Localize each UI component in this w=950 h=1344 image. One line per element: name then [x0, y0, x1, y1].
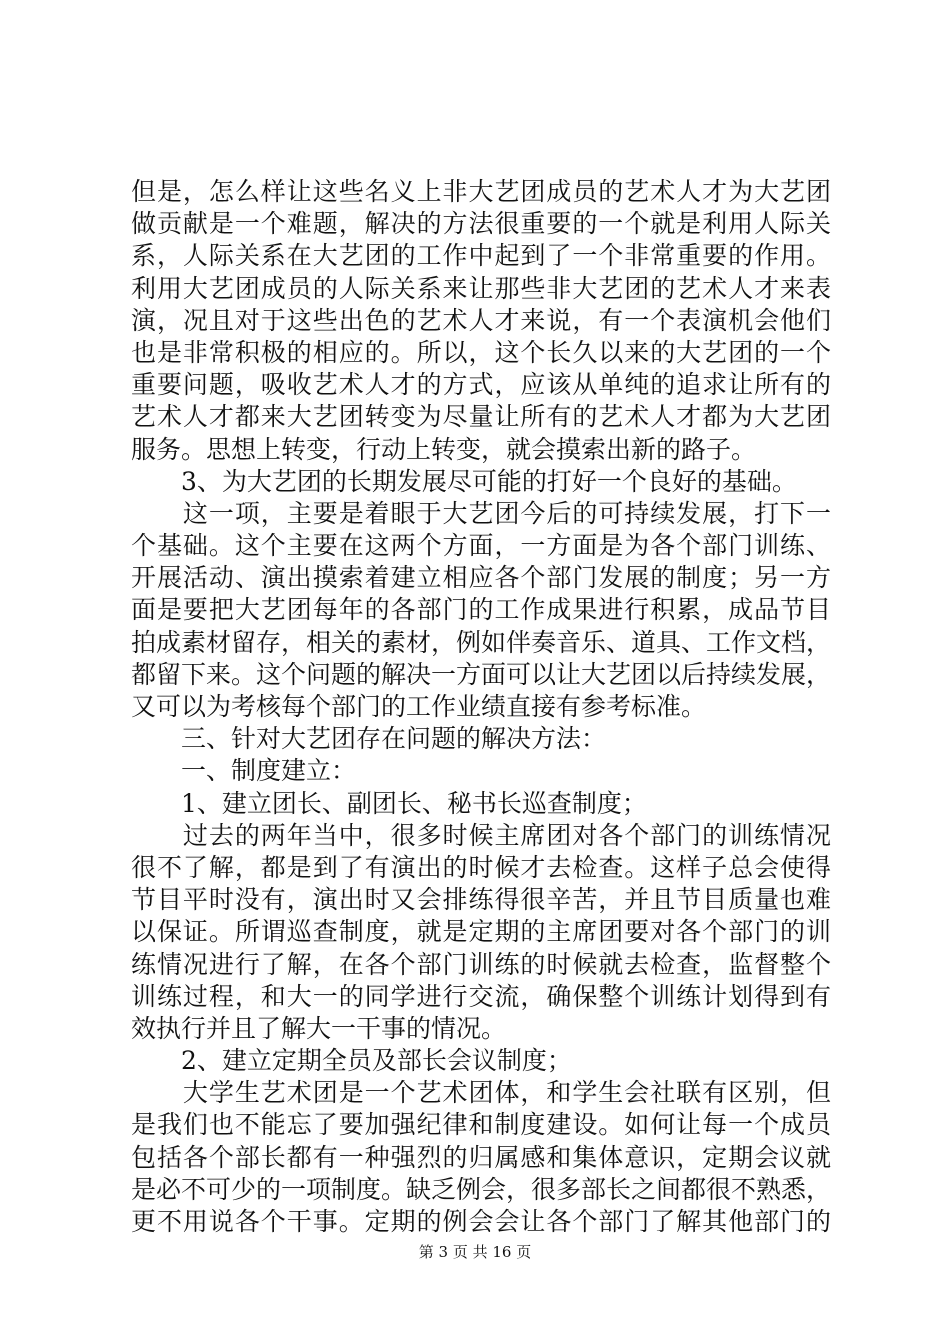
page-footer: 第 3 页 共 16 页: [418, 1243, 532, 1261]
text-line: 是我们也不能忘了要加强纪律和制度建设。如何让每一个成员: [131, 1110, 831, 1140]
text-line: 一、制度建立：: [131, 756, 357, 786]
text-line: 服务。思想上转变，行动上转变，就会摸索出新的路子。: [131, 434, 757, 464]
text-line: 都留下来。这个问题的解决一方面可以让大艺团以后持续发展，: [131, 659, 832, 689]
text-line: 练情况进行了解，在各个部门训练的时候就去检查，监督整个: [131, 949, 831, 979]
text-line: 又可以为考核每个部门的工作业绩直接有参考标准。: [131, 692, 707, 721]
text-line: 更不用说各个干事。定期的例会会让各个部门了解其他部门的: [131, 1207, 831, 1236]
text-line: 面是要把大艺团每年的各部门的工作成果进行积累，成品节目: [131, 595, 831, 625]
text-line: 拍成素材留存，相关的素材，例如伴奏音乐、道具、工作文档，: [131, 627, 832, 657]
text-line: 但是，怎么样让这些名义上非大艺团成员的艺术人才为大艺团: [131, 177, 831, 206]
text-line: 艺术人才都来大艺团转变为尽量让所有的艺术人才都为大艺团: [131, 402, 831, 432]
text-line: 也是非常积极的相应的。所以，这个长久以来的大艺团的一个: [131, 337, 831, 367]
text-line: 是必不可少的一项制度。缺乏例会，很多部长之间都很不熟悉，: [131, 1174, 832, 1204]
text-line: 开展活动、演出摸索着建立相应各个部门发展的制度；另一方: [131, 563, 831, 593]
text-line: 1、建立团长、副团长、秘书长巡查制度；: [131, 788, 647, 818]
text-line: 演，况且对于这些出色的艺术人才来说，有一个表演机会他们: [131, 305, 831, 335]
text-line: 节目平时没有，演出时又会排练得很辛苦，并且节目质量也难: [131, 885, 831, 915]
text-line: 做贡献是一个难题，解决的方法很重要的一个就是利用人际关: [131, 209, 831, 239]
text-line: 个基础。这个主要在这两个方面，一方面是为各个部门训练、: [131, 531, 831, 561]
text-line: 大学生艺术团是一个艺术团体，和学生会社联有区别，但: [131, 1078, 831, 1108]
text-line: 很不了解，都是到了有演出的时候才去检查。这样子总会使得: [131, 852, 831, 882]
text-line: 3、为大艺团的长期发展尽可能的打好一个良好的基础。: [131, 466, 797, 496]
text-line: 过去的两年当中，很多时候主席团对各个部门的训练情况: [131, 820, 831, 850]
text-line: 利用大艺团成员的人际关系来让那些非大艺团的艺术人才来表: [131, 273, 831, 303]
text-line: 包括各个部长都有一种强烈的归属感和集体意识，定期会议就: [131, 1142, 831, 1172]
text-line: 2、建立定期全员及部长会议制度；: [131, 1046, 572, 1076]
body-text: [131, 176, 831, 1238]
text-line: 训练过程，和大一的同学进行交流，确保整个训练计划得到有: [131, 981, 831, 1011]
text-line: 效执行并且了解大一干事的情况。: [131, 1013, 507, 1043]
text-line: 这一项，主要是着眼于大艺团今后的可持续发展，打下一: [131, 498, 831, 528]
text-line: 以保证。所谓巡查制度，就是定期的主席团要对各个部门的训: [131, 917, 831, 947]
text-line: 重要问题，吸收艺术人才的方式，应该从单纯的追求让所有的: [131, 370, 831, 400]
text-line: 三、针对大艺团存在问题的解决方法：: [131, 724, 607, 754]
text-line: 系，人际关系在大艺团的工作中起到了一个非常重要的作用。: [131, 241, 831, 271]
